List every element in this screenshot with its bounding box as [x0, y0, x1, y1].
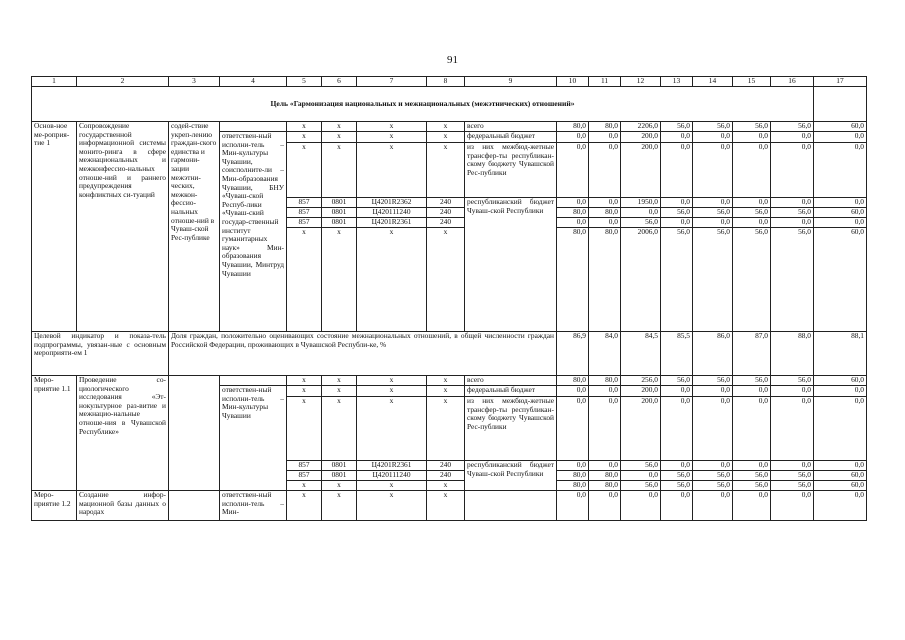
value-cell: 0,0 — [557, 491, 589, 521]
value-cell: 56,0 — [771, 228, 814, 332]
code-cell-c8: x — [427, 132, 465, 143]
code-cell-c7: Ц4201R2361 — [357, 218, 427, 228]
code-cell-c6: x — [322, 481, 357, 491]
value-cell: 2206,0 — [621, 122, 661, 132]
event-1-2-row — [32, 491, 867, 521]
value-cell: 60,0 — [814, 481, 867, 491]
value-cell: 80,0 — [557, 122, 589, 132]
header-row — [32, 77, 867, 87]
value-cell: 80,0 — [589, 471, 621, 481]
code-cell-c7: Ц420111240 — [357, 208, 427, 218]
code-cell-c6: x — [322, 376, 357, 386]
value-cell: 0,0 — [814, 461, 867, 471]
value-cell: 80,0 — [589, 376, 621, 386]
value-cell: 56,0 — [693, 228, 733, 332]
value-cell: 0,0 — [589, 397, 621, 461]
value-cell: 0,0 — [733, 198, 771, 208]
event-description: Сопровождение государственной информационной системы монито-ринга в сфере межнациональных и межконфессио-нальных отноше-ний и раннего предупреждения конфликтных си-туаций — [77, 122, 169, 332]
code-cell-c7: x — [357, 491, 427, 521]
code-cell-c6: x — [322, 132, 357, 143]
value-cell: 0,0 — [557, 386, 589, 397]
value-cell: 56,0 — [621, 218, 661, 228]
code-cell-c7: x — [357, 228, 427, 332]
value-cell: 0,0 — [693, 491, 733, 521]
value-cell: 0,0 — [557, 218, 589, 228]
value-cell: 56,0 — [661, 208, 693, 218]
code-cell-c7: Ц4201R2362 — [357, 198, 427, 208]
value-cell: 0,0 — [557, 143, 589, 198]
value-cell: 0,0 — [557, 198, 589, 208]
header-cell: 4 — [220, 77, 287, 87]
value-cell: 80,0 — [557, 376, 589, 386]
event-responsible: ответствен-ный исполни-тель – Мин-культуры Чувашии — [220, 386, 287, 491]
funding-source: республиканский бюджет Чуваш-ской Республики — [465, 198, 557, 332]
value-cell: 0,0 — [589, 143, 621, 198]
code-cell-c5: x — [287, 143, 322, 198]
value-cell: 0,0 — [661, 218, 693, 228]
funding-source — [465, 491, 557, 521]
goal-row — [32, 87, 867, 122]
value-cell: 0,0 — [771, 132, 814, 143]
indicator-label: Целевой индикатор и показа-тель подпрограммы, увязан-ные с основным мероприяти-ем 1 — [32, 332, 169, 376]
value-cell: 0,0 — [557, 461, 589, 471]
event-id: Основ-ное ме-роприя-тие 1 — [32, 122, 77, 332]
header-cell: 17 — [814, 77, 867, 87]
value-cell: 0,0 — [771, 198, 814, 208]
value-cell: 0,0 — [693, 461, 733, 471]
value-cell: 0,0 — [771, 143, 814, 198]
code-cell-c8: 240 — [427, 198, 465, 208]
event-1-1-row — [32, 376, 867, 386]
value-cell: 0,0 — [771, 461, 814, 471]
indicator-value: 88,0 — [771, 332, 814, 376]
value-cell: 2006,0 — [621, 228, 661, 332]
code-cell-c8: x — [427, 397, 465, 461]
value-cell: 0,0 — [733, 461, 771, 471]
indicator-value: 86,9 — [557, 332, 589, 376]
value-cell: 0,0 — [621, 471, 661, 481]
value-cell: 56,0 — [733, 376, 771, 386]
value-cell: 0,0 — [589, 132, 621, 143]
code-cell-c8: 240 — [427, 471, 465, 481]
value-cell: 0,0 — [693, 143, 733, 198]
value-cell: 56,0 — [661, 471, 693, 481]
indicator-value: 85,5 — [661, 332, 693, 376]
value-cell: 56,0 — [661, 228, 693, 332]
value-cell: 0,0 — [661, 491, 693, 521]
code-cell-c8: x — [427, 228, 465, 332]
value-cell: 0,0 — [771, 491, 814, 521]
value-cell: 0,0 — [661, 132, 693, 143]
value-cell: 56,0 — [733, 122, 771, 132]
header-cell: 16 — [771, 77, 814, 87]
code-cell-c7: x — [357, 397, 427, 461]
event-goal: содей-ствие укреп-лению граждан-ского единства и гармони-зации межэтни-ческих, межкон-фессио-нальных отноше-ний в Чуваш-ской Рес-публике — [169, 122, 220, 332]
header-cell: 2 — [77, 77, 169, 87]
event-empty-cell — [220, 122, 287, 132]
header-cell: 5 — [287, 77, 322, 87]
value-cell: 0,0 — [589, 198, 621, 208]
code-cell-c7: x — [357, 132, 427, 143]
code-cell-c6: 0801 — [322, 208, 357, 218]
header-cell: 6 — [322, 77, 357, 87]
code-cell-c5: 857 — [287, 218, 322, 228]
value-cell: 80,0 — [557, 228, 589, 332]
value-cell: 0,0 — [693, 386, 733, 397]
value-cell: 56,0 — [771, 208, 814, 218]
code-cell-c8: x — [427, 481, 465, 491]
funding-source: республиканский бюджет Чуваш-ской Республики — [465, 461, 557, 491]
code-cell-c5: 857 — [287, 471, 322, 481]
indicator-value: 88,1 — [814, 332, 867, 376]
indicator-text: Доля граждан, положительно оценивающих состояние межнациональных отношений, в общей численности граждан Российской Федерации, проживающих в Чувашской Республи-ке, % — [169, 332, 557, 376]
value-cell: 0,0 — [771, 218, 814, 228]
code-cell-c6: x — [322, 122, 357, 132]
value-cell: 60,0 — [814, 122, 867, 132]
budget-table — [31, 76, 867, 521]
code-cell-c7: x — [357, 143, 427, 198]
value-cell: 56,0 — [771, 481, 814, 491]
code-cell-c6: 0801 — [322, 461, 357, 471]
value-cell: 0,0 — [771, 397, 814, 461]
value-cell: 0,0 — [771, 386, 814, 397]
value-cell: 56,0 — [693, 208, 733, 218]
header-cell: 13 — [661, 77, 693, 87]
value-cell: 200,0 — [621, 132, 661, 143]
value-cell: 80,0 — [557, 471, 589, 481]
value-cell: 0,0 — [661, 198, 693, 208]
value-cell: 56,0 — [693, 122, 733, 132]
value-cell: 80,0 — [557, 208, 589, 218]
event-empty-cell — [220, 376, 287, 386]
code-cell-c6: x — [322, 491, 357, 521]
value-cell: 0,0 — [693, 132, 733, 143]
header-cell: 7 — [357, 77, 427, 87]
value-cell: 0,0 — [661, 397, 693, 461]
value-cell: 60,0 — [814, 228, 867, 332]
value-cell: 56,0 — [733, 208, 771, 218]
value-cell: 0,0 — [661, 143, 693, 198]
value-cell: 0,0 — [733, 397, 771, 461]
code-cell-c5: x — [287, 397, 322, 461]
code-cell-c7: x — [357, 122, 427, 132]
code-cell-c6: 0801 — [322, 198, 357, 208]
value-cell: 56,0 — [661, 376, 693, 386]
value-cell: 0,0 — [733, 143, 771, 198]
code-cell-c8: 240 — [427, 461, 465, 471]
value-cell: 60,0 — [814, 208, 867, 218]
funding-source: федеральный бюджет — [465, 386, 557, 397]
value-cell: 200,0 — [621, 386, 661, 397]
code-cell-c7: x — [357, 376, 427, 386]
code-cell-c8: 240 — [427, 218, 465, 228]
funding-source: всего — [465, 376, 557, 386]
header-cell: 10 — [557, 77, 589, 87]
value-cell: 60,0 — [814, 376, 867, 386]
value-cell: 56,0 — [733, 471, 771, 481]
code-cell-c8: x — [427, 122, 465, 132]
value-cell: 0,0 — [621, 491, 661, 521]
event-goal — [169, 376, 220, 491]
value-cell: 56,0 — [693, 481, 733, 491]
indicator-value: 84,0 — [589, 332, 621, 376]
goal-title: Цель «Гармонизация национальных и межнациональных (межэтнических) отношений» — [32, 87, 814, 122]
value-cell: 0,0 — [661, 461, 693, 471]
page-number: 91 — [447, 54, 458, 66]
value-cell: 56,0 — [621, 461, 661, 471]
code-cell-c5: x — [287, 376, 322, 386]
value-cell: 0,0 — [814, 132, 867, 143]
main-event-row — [32, 122, 867, 132]
value-cell: 80,0 — [589, 122, 621, 132]
event-id: Меро-приятие 1.1 — [32, 376, 77, 491]
value-cell: 0,0 — [733, 491, 771, 521]
value-cell: 0,0 — [661, 386, 693, 397]
code-cell-c8: x — [427, 376, 465, 386]
value-cell: 0,0 — [733, 132, 771, 143]
value-cell: 60,0 — [814, 471, 867, 481]
value-cell: 0,0 — [693, 198, 733, 208]
code-cell-c5: x — [287, 132, 322, 143]
funding-source: из них межбюд-жетные трансфер-ты республикан-скому бюджету Чувашской Рес-публики — [465, 397, 557, 461]
code-cell-c7: Ц4201R2361 — [357, 461, 427, 471]
value-cell: 56,0 — [733, 481, 771, 491]
value-cell: 0,0 — [814, 386, 867, 397]
code-cell-c6: 0801 — [322, 218, 357, 228]
code-cell-c6: 0801 — [322, 471, 357, 481]
header-cell: 9 — [465, 77, 557, 87]
value-cell: 0,0 — [693, 397, 733, 461]
value-cell: 56,0 — [771, 122, 814, 132]
code-cell-c8: x — [427, 491, 465, 521]
code-cell-c8: 240 — [427, 208, 465, 218]
funding-source: федеральный бюджет — [465, 132, 557, 143]
value-cell: 56,0 — [771, 471, 814, 481]
value-cell: 0,0 — [589, 386, 621, 397]
value-cell: 56,0 — [771, 376, 814, 386]
code-cell-c8: x — [427, 143, 465, 198]
code-cell-c6: x — [322, 386, 357, 397]
value-cell: 0,0 — [557, 132, 589, 143]
value-cell: 80,0 — [557, 481, 589, 491]
funding-source: всего — [465, 122, 557, 132]
event-description: Создание инфор-мационной базы данных о народах — [77, 491, 169, 521]
value-cell: 0,0 — [589, 218, 621, 228]
indicator-row — [32, 332, 867, 376]
event-id: Меро-приятие 1.2 — [32, 491, 77, 521]
value-cell: 200,0 — [621, 397, 661, 461]
funding-source: из них межбюд-жетные трансфер-ты республикан-скому бюджету Чувашской Рес-публики — [465, 143, 557, 198]
indicator-value: 87,0 — [733, 332, 771, 376]
value-cell: 56,0 — [661, 481, 693, 491]
header-cell: 3 — [169, 77, 220, 87]
header-cell: 11 — [589, 77, 621, 87]
event-responsible: ответствен-ный исполни-тель – Мин- — [220, 491, 287, 521]
value-cell: 200,0 — [621, 143, 661, 198]
value-cell: 0,0 — [814, 218, 867, 228]
value-cell: 0,0 — [557, 397, 589, 461]
code-cell-c5: 857 — [287, 461, 322, 471]
value-cell: 80,0 — [589, 481, 621, 491]
value-cell: 0,0 — [814, 397, 867, 461]
code-cell-c5: x — [287, 481, 322, 491]
value-cell: 0,0 — [814, 143, 867, 198]
code-cell-c7: Ц420111240 — [357, 471, 427, 481]
header-cell: 14 — [693, 77, 733, 87]
value-cell: 0,0 — [621, 208, 661, 218]
code-cell-c5: 857 — [287, 208, 322, 218]
value-cell: 56,0 — [693, 376, 733, 386]
header-cell: 12 — [621, 77, 661, 87]
value-cell: 0,0 — [589, 461, 621, 471]
indicator-value: 84,5 — [621, 332, 661, 376]
value-cell: 80,0 — [589, 208, 621, 218]
value-cell: 0,0 — [733, 218, 771, 228]
value-cell: 1950,0 — [621, 198, 661, 208]
header-cell: 8 — [427, 77, 465, 87]
value-cell: 256,0 — [621, 376, 661, 386]
code-cell-c5: 857 — [287, 198, 322, 208]
code-cell-c5: x — [287, 122, 322, 132]
header-cell: 1 — [32, 77, 77, 87]
code-cell-c5: x — [287, 228, 322, 332]
header-cell: 15 — [733, 77, 771, 87]
code-cell-c5: x — [287, 386, 322, 397]
value-cell: 56,0 — [693, 471, 733, 481]
value-cell: 56,0 — [661, 122, 693, 132]
code-cell-c8: x — [427, 386, 465, 397]
value-cell: 56,0 — [733, 228, 771, 332]
code-cell-c6: x — [322, 228, 357, 332]
code-cell-c5: x — [287, 491, 322, 521]
code-cell-c7: x — [357, 481, 427, 491]
value-cell: 80,0 — [589, 228, 621, 332]
event-goal — [169, 491, 220, 521]
code-cell-c6: x — [322, 397, 357, 461]
value-cell: 0,0 — [814, 491, 867, 521]
value-cell: 56,0 — [621, 481, 661, 491]
code-cell-c6: x — [322, 143, 357, 198]
code-cell-c7: x — [357, 386, 427, 397]
indicator-value: 86,0 — [693, 332, 733, 376]
value-cell: 0,0 — [733, 386, 771, 397]
value-cell: 0,0 — [693, 218, 733, 228]
goal-side-cell — [814, 87, 867, 122]
value-cell: 0,0 — [589, 491, 621, 521]
event-description: Проведение со-циологического исследования «Эт-нокультурное раз-витие и межнацио-нальные отноше-ния в Чувашской Республике» — [77, 376, 169, 491]
event-responsible: ответствен-ный исполни-тель – Мин-культуры Чувашии, соисполните-ли – Мин-образования Чувашии, БНУ «Чуваш-ской Респуб-лики «Чуваш-ский государ-ственный институт гуманитарных наук» Мин-образования Чувашии, Минтруд Чувашии — [220, 132, 287, 332]
value-cell: 0,0 — [814, 198, 867, 208]
